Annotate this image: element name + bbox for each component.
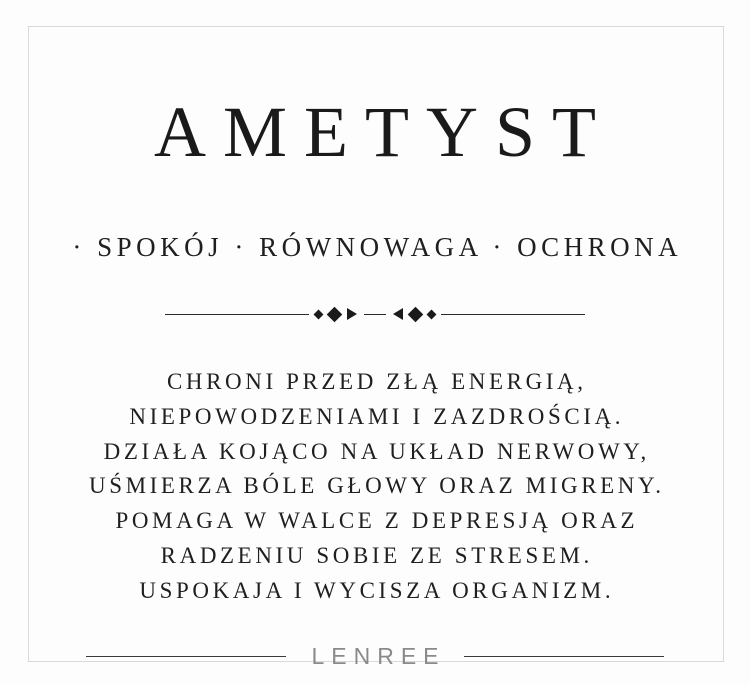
diamond-icon	[427, 309, 437, 319]
diamond-icon	[314, 309, 324, 319]
description-line: UŚMIERZA BÓLE GŁOWY ORAZ MIGRENY.	[88, 473, 665, 499]
description-line: NIEPOWODZENIAMI I ZAZDROŚCIĄ.	[129, 403, 625, 429]
keywords-line: · SPOKÓJ · RÓWNOWAGA · OCHRONA	[72, 232, 683, 262]
diamond-icon	[327, 306, 343, 322]
brand-name: LENREE	[311, 643, 446, 669]
description-line: RADZENIU SOBIE ZE STRESEM.	[160, 542, 593, 568]
footer-rule-left	[86, 656, 286, 657]
description-line: USPOKAJA I WYCISZA ORGANIZM.	[139, 577, 615, 603]
divider-ornament	[309, 308, 441, 320]
ornamental-divider	[165, 303, 585, 325]
triangle-left-icon	[393, 308, 403, 320]
triangle-right-icon	[347, 308, 357, 320]
divider-gap-line	[364, 314, 386, 315]
page-title: AMETYST	[154, 92, 613, 172]
footer-rule-right	[464, 656, 664, 657]
diamond-icon	[408, 306, 424, 322]
description-block	[85, 369, 664, 603]
description-line: CHRONI PRZED ZŁĄ ENERGIĄ,	[166, 369, 587, 394]
description-line: POMAGA W WALCE Z DEPRESJĄ ORAZ	[115, 508, 639, 533]
footer	[0, 643, 750, 670]
description-line: DZIAŁA KOJĄCO NA UKŁAD NERWOWY,	[103, 438, 650, 464]
